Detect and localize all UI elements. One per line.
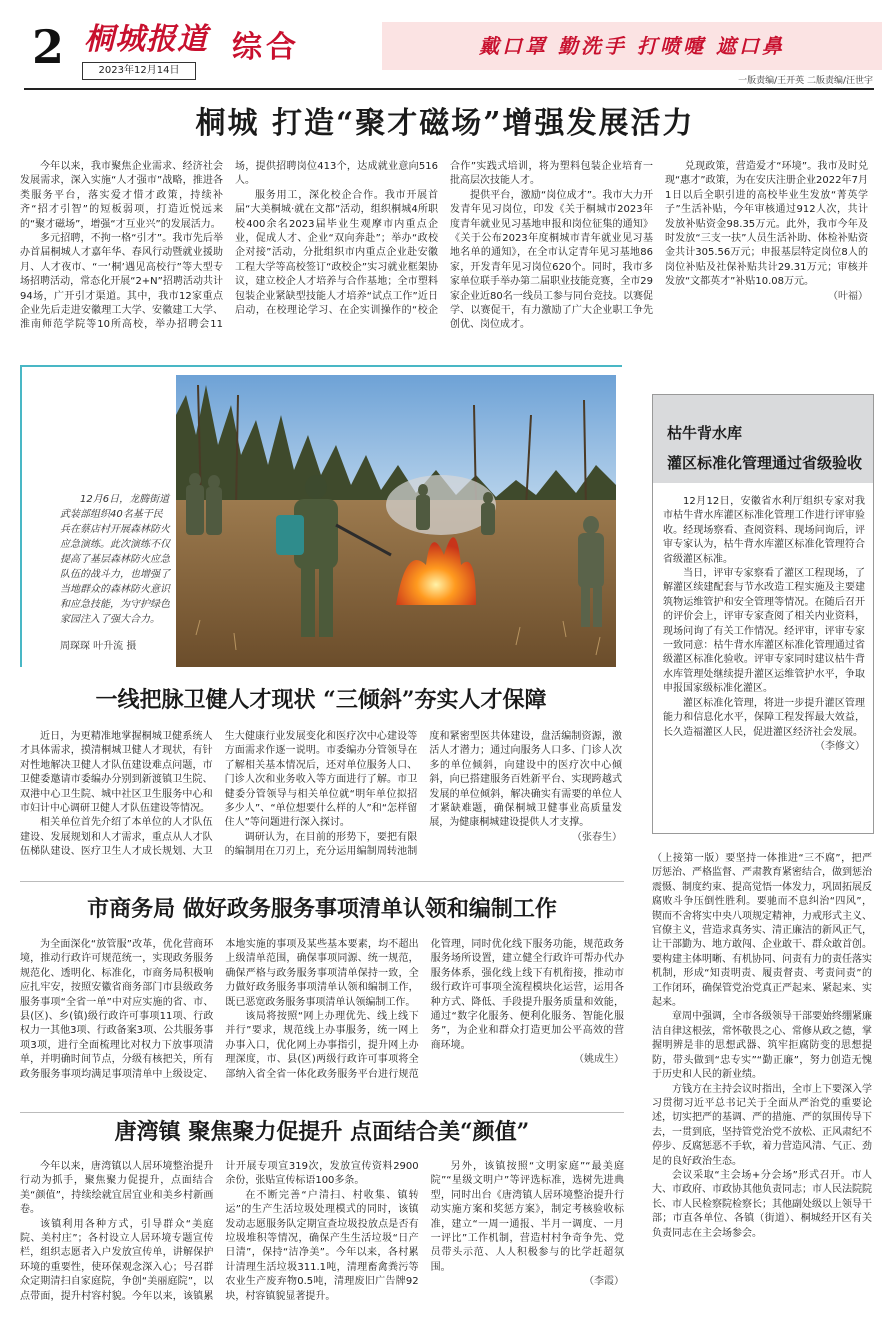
sidebar1-title-line1: 枯牛背水库 <box>667 424 743 442</box>
article4-paragraph: 该镇利用各种方式，引导群众“美庭院、美村庄”；各村设立人居环境专题宣传栏，组织志愿者入户发放宣传单，讲解保护环境的重要性，使环保观念深入心；号召群众定期清扫自家庭院，争创“美丽庭院”，以点带面，提升村容村貌。今年以来，该镇累计开展专项宣319次，发放宣传资料2900余份，张贴宣传标语100多条。 <box>20 1161 419 1302</box>
sidebar1-paragraph: 12月12日，安徽省水利厅组织专家对我市枯牛背水库灌区标准化管理工作进行评审验收。经现场察看、查阅资料、现场问询后，评审专家认为，枯牛背水库灌区标准化管理符合省级灌区标准。 <box>663 496 865 565</box>
sidebar2-paragraph: 方钱方在主持会议时指出，全市上下要深入学习贯彻习近平总书记关于全面从严治党的重要论述，切实把严的基调、严的措施、严的氛围传导下去，一贯到底，坚持管党治党不放松、正风肃纪不停步、反腐惩恶不手软，着力营造风清、气正、劲足的良好政治生态。 <box>652 1083 872 1167</box>
sidebar1-body <box>663 495 865 754</box>
masthead <box>0 0 887 92</box>
section-title: 综合 <box>232 30 300 65</box>
article1-paragraph: 提供平台，激励“岗位成才”。我市大力开发青年见习岗位，印发《关于桐城市2023年度青年就业见习基地申报和岗位征集的通知》《关于公布2023年度桐城市青年就业见习基地名单的通知》，在全市认定青年见习基地86家，开发青年见习岗位620个。同时，我市多家单位联手举办第二届职业技能竞赛，全市29家企业近80名一线员工参与同台竞技。以赛促学、以赛促干，有力激励了广大企业职工争先创优、岗位成才。 <box>450 189 653 331</box>
article3-paragraph: 为全面深化“放管服”改革，优化营商环境，推动行政许可规范统一，实现政务服务规范化、透明化、标准化，市商务局积极响应扎牢安，按照安徽省商务部门市县级政务服务事项“全省一单”中对应实施的省、市、县(区)、乡(镇)级行政许可事项11项、行政权力一其他3项、行政备案3项、公共服务事项3项，进行全面梳理比对权力下放事项清单，并明确时间节点，分级有核把关，所有政务服务事项均满足事项清单中上级设定、本地实施的事项及某些基本要素，均不超出上级清单范围，确保事项同源、统一规范，确保严格与政务服务事项清单保持一致，全力做好政务服务事项清单认领和编制工作，既已恶宽政务服务事项清单认领编制工作。 <box>20 939 419 1080</box>
photo-credit: 周琛琛 叶升流 摄 <box>60 641 137 652</box>
date-badge: 2023年12月14日 <box>82 62 196 80</box>
article4-byline: （李霞） <box>583 1276 624 1288</box>
divider <box>20 881 624 882</box>
article4-paragraph: 另外，该镇按照“文明家庭”“最美庭院”“星级文明户”等评选标准，选树先进典型，同时出台《唐湾镇人居环境整治提升行动实施方案和奖惩方案》，制定考核验收标准，建立“一周一通报、半月一调度、一月一评比”工作机制，营造村村争奇争先、党员带头示范、人人积极参与的比学赶超氛围。 <box>430 1161 624 1273</box>
article2-headline: 一线把脉卫健人才现状 “三倾斜”夯实人才保障 <box>95 687 547 713</box>
article3-headline: 市商务局 做好政务服务事项清单认领和编制工作 <box>87 896 557 922</box>
sidebar2-paragraph: 会议采取“主会场+分会场”形式召开。市人大、市政府、市政协其他负责同志；市人民法院院长、市人民检察院检察长；其他副处级以上领导干部；市直各单位、各镇（街道）、桐城经开区有关负责同志在主会场参会。 <box>652 1169 872 1239</box>
sidebar1-title-block <box>653 395 873 483</box>
ground <box>176 500 616 667</box>
divider <box>20 1112 624 1113</box>
photo-illustration <box>176 375 616 667</box>
sidebar2-paragraph: （上接第一版）要坚持一体推进“三不腐”，把严厉惩治、严格监督、严肃教育紧密结合，做到惩治震慑、制度约束、提高觉悟一体发力，巩固拓展反腐败斗争压倒性胜利。要驰而不息纠治“四风”，锲而不舍将实中央八项规定精神，力戒形式主义、官僚主义，营造求真务实、清正廉洁的新风正气，让干部勤为、地方敢闯、企业敢干、群众敢首创。要构建主体明晰、有机协同、问责有力的责任落实机制，形成“知责明责、履责督责、考责问责”的工作闭环，确保管党治党真正严起来、紧起来、实起来。 <box>652 853 872 1009</box>
article3-body <box>20 938 624 1108</box>
sidebar2-paragraph: 章周中强调，全市各级领导干部要始终绷紧廉洁自律这根弦，常怀敬畏之心、常修从政之德，掌握明辨是非的思想武器、筑牢拒腐防变的思想提防，带头做到“忠专实”“勤正廉”，努力创造无愧于历史和人民的新业绩。 <box>652 1011 872 1081</box>
article2-paragraph: 近日，为更精准地掌握桐城卫健系统人才具体需求，摸清桐城卫健人才现状，有针对性地解决卫健人才队伍建设难点问题，市卫健委邀请市委编办分别到新渡镇卫生院、双港中心卫生院、城中社区卫生服务中心和市妇计中心调研卫健人才队伍建设等情况。 <box>20 731 213 815</box>
slogan-text: 戴口罩 勤洗手 打喷嚏 遮口鼻 <box>479 34 785 58</box>
article1-paragraph: 兑现政策，营造爱才“环境”。我市及时兑现“惠才”政策，为在安庆注册企业2022年7月1日以后全职引进的高校毕业生发放“菁英学子”生活补贴，今年审核通过912人次，共计发放补贴资金98.35万元。此外，我市今年及时发放“三支一扶”人员生活补助、体检补贴资金共计305.56万元；申报基层特定岗位8人的岗位补贴及社保补贴共计29.31万元；审核并发放“文都英才”补贴10.08万元。 <box>665 161 868 288</box>
slogan-banner <box>382 22 882 70</box>
article3-paragraph: 该局将按照“网上办理优先、线上线下并行”要求，规范线上办事服务，统一网上办事入口，优化网上办事指引，提升网上办理深度，市、县(区)两级行政许可事项将全部纳入省全省一体化政务服务平台进行规范化管理，同时优化线下服务功能，规范政务服务场所设置，建立健全行政许可帮办代办服务体系，强化线上线下有机衔接，推动市级行政许可事项全流程模块化运营，运用各种方式、降低、手段提升服务质量和效能，通过“数字化服务、便利化服务、智能化服务”，为企业和群众打造更加公平高效的营商环境。 <box>225 939 624 1080</box>
sidebar1-box <box>652 394 874 834</box>
article1-paragraph: 多元招聘，不拘一格“引才”。我市先后举办首届桐城人才嘉年华、春风行动暨就业援助月、人才夜市、“一‘桐’遇见高校行”等大型专场招聘活动，常态化开展“2+N”招聘活动共计94场，广开引才渠道。其中，我市12家重点企业先后走进安徽理工大学、安徽建工大学、淮南师范学院等10所高校，举办招聘会11场，提供招聘岗位413个，达成就业意向516人。 <box>20 161 438 331</box>
photo-caption: 12月6日，龙腾街道武装部组织40名基干民兵在蔡店村开展森林防火应急演练。此次演练不仅提高了基层森林防火应急队伍的战斗力，也增强了当地群众的森林防火意识和应急技能，为守护绿色家园注入了强大合力。 <box>60 494 170 625</box>
article3-byline: （姚成生） <box>573 1054 624 1066</box>
forest-fire-drill-photo <box>176 375 616 667</box>
sidebar2-body <box>652 852 872 1308</box>
sidebar1-byline: （李修文） <box>815 740 865 752</box>
article4-body <box>20 1160 624 1306</box>
sidebar1-title-line2: 灌区标准化管理通过省级验收 <box>667 454 863 472</box>
paper-name: 桐城报道 <box>84 22 208 57</box>
sidebar1-paragraph: 当日，评审专家察看了灌区工程现场，了解灌区续建配套与节水改造工程实施及主要建筑物运维管护和安全管理等情况。在随后召开的评价会上，评审专家查阅了相关内业资料，现场问询了有关工作情况。经评审，评审专家一致同意：枯牛背水库灌区标准化管理通过省级灌区标准化验收。评审专家同时建议枯牛背水库管理处继续提升灌区运维管护水平，争取申报国家级标准化灌区。 <box>663 568 865 695</box>
article2-byline: （张春生） <box>571 831 622 843</box>
article1-paragraph: 服务用工，深化校企合作。我市开展首届“大美桐城·就在文都”活动，组织桐城4所职校400余名2023届毕业生观摩市内重点企业，促成人才、企业“双向奔赴”；举办“政校企对接”活动，分批组织市内重点企业赴安徽工程大学等高校签订“政校企”实习就业框架协议，建立校企人才培养与合作基地；全市塑料包装企业紧缺型技能人才培养“试点工作”近日启动，在校理论学习、在企实训操作的“校企合作”实践式培训，将为塑料包装企业培育一批高层次技能人才。 <box>235 161 653 317</box>
editors-line: 一版责编/王开英 二版责编/汪世宇 <box>738 76 873 86</box>
article1-paragraph: 今年以来，我市聚焦企业需求、经济社会发展需求，深入实施“人才强市”战略，推进各类服务平台，落实爱才惜才政策，持续补齐“招才引智”的短板弱项，打造近悦远来的“聚才磁场”，增强“才互业兴”的发展活力。 <box>20 161 223 230</box>
sidebar1-paragraph: 灌区标准化管理，将进一步提升灌区管理能力和信息化水平，保障工程发挥最大效益，长久造福灌区人民，促进灌区经济社会发展。 <box>663 697 865 738</box>
article4-paragraph: 在不断完善“户清扫、村收集、镇转运”的生产生活垃圾处理模式的同时，该镇发动志愿服务队定期宣查垃圾投放点是否有垃圾堆积等情况，确保产生生活垃圾“日产日清”，保持“洁净美”。今年以来，各村累计清理生活垃圾311.1吨，清理畜禽粪污等农业生产废弃物0.5吨，清理废旧广告牌92块，村容镇貌显著提升。 <box>225 1189 419 1302</box>
article4-headline: 唐湾镇 聚焦聚力促提升 点面结合美“颜值” <box>114 1119 530 1145</box>
article2-paragraph: 相关单位首先介绍了本单位的人才队伍建设、发展规划和人才需求，重点从人才队伍梯队建设、医疗卫生人才成长规划、大卫生大健康行业发展变化和医疗次中心建设等方面需求作逐一说明。市委编办分管领导在了解相关基本情况后，还对单位服务人口、门诊人次和业务收入等方面进行了解。市卫健委分管领导与相关单位就“明年单位拟招多少人”、“单位想要什么样的人”和“怎样留住人”等问题进行深入探讨。 <box>20 731 418 858</box>
smoke <box>386 475 496 535</box>
page-number: 2 <box>32 20 65 74</box>
article1-byline: （叶福） <box>828 290 868 302</box>
photo-caption-area <box>22 367 172 667</box>
article2-body <box>20 730 622 872</box>
article2-paragraph: 调研认为，在目前的形势下，要把有限的编制用在刀刃上，充分运用编制周转池制度和紧密型医共体建设，盘活编制资源，激活人才潜力；通过向服务人口多、门诊人次多的单位倾斜，向建设中的医疗次中心倾斜，向已搭建服务百姓新平台、实现跨越式发展的单位倾斜，解决确实有需要的单位人才紧缺难题，确保桐城卫健事业高质量发展，为健康桐城建设提供人才支撑。 <box>224 731 622 858</box>
photo-frame <box>20 365 622 667</box>
article1-body <box>20 160 868 365</box>
article1-headline: 桐城 打造“聚才磁场”增强发展活力 <box>195 106 695 141</box>
article4-paragraph: 今年以来，唐湾镇以人居环境整治提升行动为抓手，聚焦聚力促提升，点面结合美“颜值”，持续绘就宜居宜业和美乡村新画卷。 <box>20 1161 214 1216</box>
masthead-rule <box>24 88 874 90</box>
